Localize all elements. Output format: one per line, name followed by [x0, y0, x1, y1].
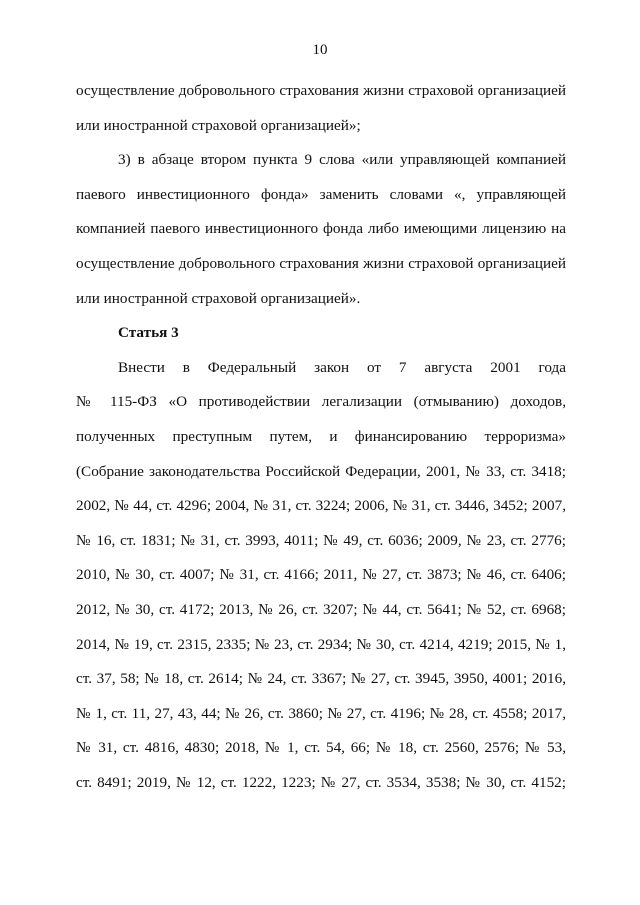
text-line: 2010, № 30, ст. 4007; № 31, ст. 4166; 2011, № 27, ст. 3873; № 46, ст. 6406;	[76, 566, 566, 584]
text-line: 2002, № 44, ст. 4296; 2004, № 31, ст. 3224; 2006, № 31, ст. 3446, 3452; 2007,	[76, 497, 566, 515]
text-line: осуществление добровольного страхования жизни страховой организацией	[76, 82, 566, 99]
text-line: или иностранной страховой организацией»;	[76, 116, 361, 134]
text-line: (Собрание законодательства Российской Федерации, 2001, № 33, ст. 3418;	[76, 462, 566, 480]
document-body	[76, 74, 566, 800]
text-line: Внести в Федеральный закон от 7 августа 2001 года	[118, 358, 566, 376]
article-heading: Статья 3	[118, 324, 179, 342]
text-line: ст. 37, 58; № 18, ст. 2614; № 24, ст. 3367; № 27, ст. 3945, 3950, 4001; 2016,	[76, 670, 566, 688]
text-line: осуществление добровольного страхования жизни страховой организацией	[76, 254, 566, 272]
text-line: паевого инвестиционного фонда» заменить словами «, управляющей	[76, 185, 566, 203]
text-line: № 1, ст. 11, 27, 43, 44; № 26, ст. 3860; № 27, ст. 4196; № 28, ст. 4558; 2017,	[76, 704, 566, 722]
text-line: 3) в абзаце втором пункта 9 слова «или управляющей компанией	[118, 151, 566, 169]
text-line: 2012, № 30, ст. 4172; 2013, № 26, ст. 3207; № 44, ст. 5641; № 52, ст. 6968;	[76, 600, 566, 618]
text-line: № 115-ФЗ «О противодействии легализации (отмыванию) доходов,	[76, 393, 566, 411]
text-line: 2014, № 19, ст. 2315, 2335; № 23, ст. 2934; № 30, ст. 4214, 4219; 2015, № 1,	[76, 635, 566, 653]
text-line: № 16, ст. 1831; № 31, ст. 3993, 4011; № 49, ст. 6036; 2009, № 23, ст. 2776;	[76, 531, 566, 549]
text-line: ст. 8491; 2019, № 12, ст. 1222, 1223; № 27, ст. 3534, 3538; № 30, ст. 4152;	[76, 773, 566, 791]
text-line: № 31, ст. 4816, 4830; 2018, № 1, ст. 54, 66; № 18, ст. 2560, 2576; № 53,	[76, 739, 566, 757]
text-line: полученных преступным путем, и финансированию терроризма»	[76, 427, 566, 445]
text-line: компанией паевого инвестиционного фонда либо имеющими лицензию на	[76, 220, 566, 238]
text-line: или иностранной страховой организацией».	[76, 289, 361, 307]
page-number: 10	[312, 42, 328, 58]
